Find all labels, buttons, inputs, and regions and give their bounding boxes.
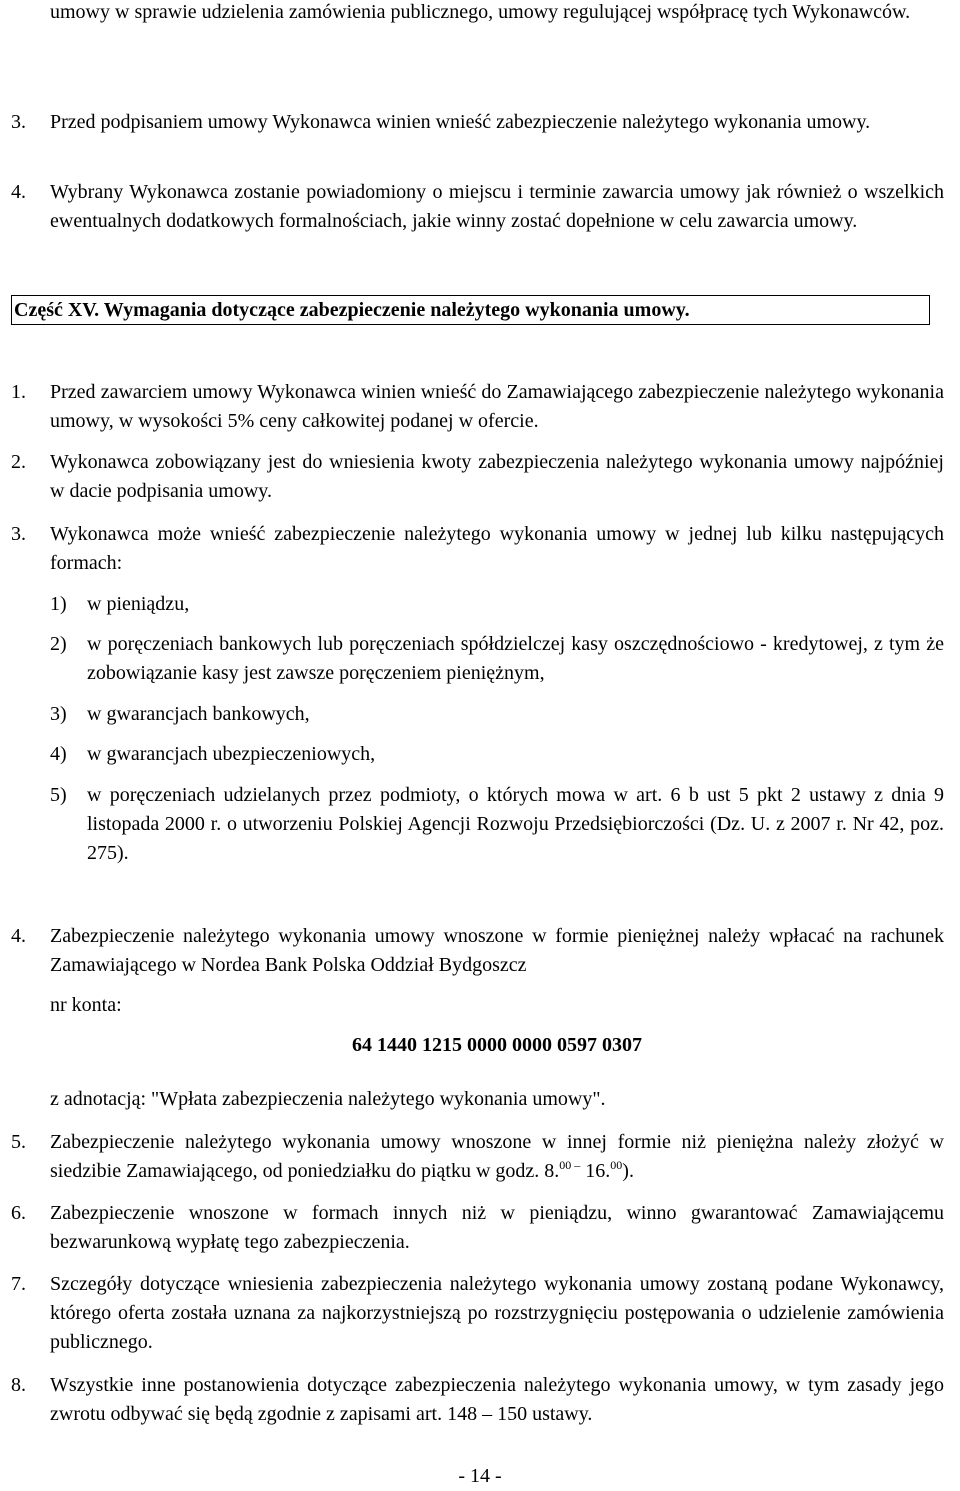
item-number: 7.: [11, 1273, 26, 1295]
paragraph-section-7: Szczegóły dotyczące wniesienia zabezpieczenia należytego wykonania umowy zostaną podane Wykonawcy, którego oferta została uznana za najkorzystniejszą po rozstrzygnięciu postępowania o udzielenie zamówienia publicznego.: [50, 1273, 944, 1353]
paragraph-section-3: Wykonawca może wnieść zabezpieczenie należytego wykonania umowy w jednej lub kilku następujących formach:: [50, 523, 944, 574]
form-number: 4): [50, 743, 67, 765]
item-number: 6.: [11, 1202, 26, 1224]
paragraph-section-6: Zabezpieczenie wnoszone w formach innych niż w pieniądzu, winno gwarantować Zamawiającemu bezwarunkową wypłatę tego zabezpieczenia.: [50, 1202, 944, 1253]
p5-text-b: 16.: [580, 1160, 611, 1182]
form-number: 1): [50, 593, 67, 615]
form-item: w poręczeniach udzielanych przez podmioty, o których mowa w art. 6 b ust 5 pkt 2 ustawy z dnia 9 listopada 2000 r. o utworzeniu Polskiej Agencji Rozwoju Przedsiębiorczości (Dz. U. z 2007 r. Nr 42, poz. 275).: [87, 784, 944, 864]
paragraph-section-4: Zabezpieczenie należytego wykonania umowy wnoszone w formie pieniężnej należy wpłacać na rachunek Zamawiającego w Nordea Bank Polska Oddział Bydgoszcz: [50, 925, 944, 976]
item-number: 4.: [11, 925, 26, 947]
p5-superscript-start: 00 –: [559, 1158, 581, 1172]
form-number: 3): [50, 703, 67, 725]
account-label: nr konta:: [50, 994, 122, 1016]
page-number: - 14 -: [458, 1465, 502, 1487]
paragraph-section-8: Wszystkie inne postanowienia dotyczące zabezpieczenia należytego wykonania umowy, w tym zasady jego zwrotu odbywać się będą zgodnie z zapisami art. 148 – 150 ustawy.: [50, 1374, 944, 1425]
p5-superscript-end: 00: [610, 1158, 623, 1172]
item-number: 8.: [11, 1374, 26, 1396]
form-number: 5): [50, 784, 67, 806]
paragraph-section-5: [50, 1128, 944, 1186]
form-item: w gwarancjach bankowych,: [87, 703, 310, 725]
item-number: 3.: [11, 111, 26, 133]
paragraph-continuation: umowy w sprawie udzielenia zamówienia publicznego, umowy regulującej współpracę tych Wykonawców.: [50, 1, 911, 23]
account-number: 64 1440 1215 0000 0000 0597 0307: [352, 1034, 642, 1056]
form-item: w pieniądzu,: [87, 593, 190, 615]
paragraph-item-3: Przed podpisaniem umowy Wykonawca winien wnieść zabezpieczenie należytego wykonania umowy.: [50, 111, 871, 133]
paragraph-section-2: Wykonawca zobowiązany jest do wniesienia kwoty zabezpieczenia należytego wykonania umowy najpóźniej w dacie podpisania umowy.: [50, 451, 944, 502]
paragraph-section-1: Przed zawarciem umowy Wykonawca winien wnieść do Zamawiającego zabezpieczenie należytego wykonania umowy, w wysokości 5% ceny całkowitej podanej w ofercie.: [50, 381, 944, 432]
paragraph-item-4: Wybrany Wykonawca zostanie powiadomiony o miejscu i terminie zawarcia umowy jak również o wszelkich ewentualnych dodatkowych formalnościach, jakie winny zostać dopełnione w celu zawarcia umowy.: [50, 181, 944, 232]
item-number: 4.: [11, 181, 26, 203]
p5-text-c: ).: [622, 1160, 634, 1182]
item-number: 3.: [11, 523, 26, 545]
item-number: 2.: [11, 451, 26, 473]
section-heading: Część XV. Wymagania dotyczące zabezpieczenie należytego wykonania umowy.: [11, 295, 930, 325]
payment-annotation: z adnotacją: "Wpłata zabezpieczenia należytego wykonania umowy".: [50, 1088, 606, 1110]
p5-text-a: Zabezpieczenie należytego wykonania umowy wnoszone w innej formie niż pieniężna należy złożyć w siedzibie Zamawiającego, od poniedziałku do piątku w godz. 8.: [50, 1131, 944, 1182]
form-number: 2): [50, 633, 67, 655]
item-number: 1.: [11, 381, 26, 403]
form-item: w poręczeniach bankowych lub poręczeniach spółdzielczej kasy oszczędnościowo - kredytowej, z tym że zobowiązanie kasy jest zawsze poręczeniem pieniężnym,: [87, 633, 944, 684]
item-number: 5.: [11, 1131, 26, 1153]
form-item: w gwarancjach ubezpieczeniowych,: [87, 743, 376, 765]
